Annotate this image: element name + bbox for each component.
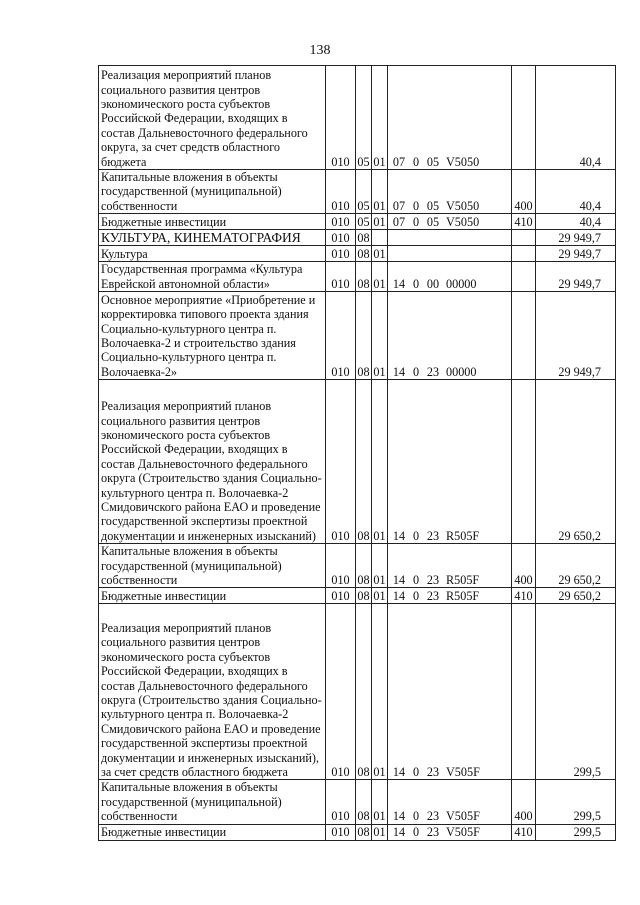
code-cs-part: 05 bbox=[426, 214, 440, 229]
budget-table-body bbox=[99, 66, 616, 841]
code-rz: 05 bbox=[357, 214, 370, 229]
row-sum: 29 650,2 bbox=[536, 544, 616, 588]
table-row bbox=[99, 824, 616, 840]
code-gl: 010 bbox=[326, 292, 356, 380]
code-cs-part: 00 bbox=[426, 276, 440, 291]
code-cs bbox=[388, 246, 512, 262]
code-cs-part: 23 bbox=[426, 809, 440, 824]
code-cs-part: 0 bbox=[412, 528, 420, 543]
code-pr: 01 bbox=[372, 66, 388, 170]
code-pr: 01 bbox=[372, 292, 388, 380]
code-pr: 01 bbox=[372, 262, 388, 292]
table-row bbox=[99, 262, 616, 292]
code-cs-part: 0 bbox=[412, 276, 420, 291]
code-cs-part: 23 bbox=[426, 765, 440, 780]
code-cs bbox=[388, 588, 512, 604]
code-cs-part: 23 bbox=[426, 528, 440, 543]
code-vr: 400 bbox=[512, 780, 536, 824]
code-rz: 08 bbox=[356, 262, 372, 292]
code-cs-part: 07 bbox=[392, 214, 406, 229]
code-cs-part: V5050 bbox=[446, 198, 480, 213]
row-sum: 29 949,7 bbox=[536, 246, 616, 262]
table-row bbox=[99, 604, 616, 780]
code-cs-part: R505F bbox=[446, 528, 480, 543]
code-gl: 010 bbox=[326, 780, 356, 824]
code-cs-part: 0 bbox=[412, 765, 420, 780]
row-sum: 29 650,2 bbox=[536, 380, 616, 544]
code-pr: 01 bbox=[373, 246, 386, 261]
code-cs-part: 23 bbox=[426, 364, 440, 379]
code-cs bbox=[388, 170, 512, 214]
row-sum: 29 949,7 bbox=[536, 230, 616, 246]
row-name: Капитальные вложения в объекты государственной (муниципальной) собственности bbox=[99, 170, 326, 214]
code-cs bbox=[388, 544, 512, 588]
code-gl: 010 bbox=[326, 66, 356, 170]
table-row bbox=[99, 246, 616, 262]
code-cs-part: 23 bbox=[426, 573, 440, 588]
row-name: КУЛЬТУРА, КИНЕМАТОГРАФИЯ bbox=[99, 230, 326, 246]
code-vr: 410 bbox=[512, 214, 536, 230]
row-sum: 29 650,2 bbox=[536, 588, 616, 604]
code-gl: 010 bbox=[326, 246, 356, 262]
code-pr: 01 bbox=[373, 825, 386, 840]
code-gl: 010 bbox=[326, 824, 356, 840]
code-pr: 01 bbox=[372, 380, 388, 544]
code-rz: 08 bbox=[356, 604, 372, 780]
code-gl: 010 bbox=[326, 214, 356, 230]
table-row bbox=[99, 230, 616, 246]
code-cs-part: 14 bbox=[392, 809, 406, 824]
code-cs bbox=[388, 824, 512, 840]
code-cs-part: 05 bbox=[426, 154, 440, 169]
row-name: Бюджетные инвестиции bbox=[99, 824, 326, 840]
code-cs-part: 14 bbox=[392, 364, 406, 379]
code-cs-part: 00000 bbox=[446, 276, 477, 291]
code-pr: 01 bbox=[373, 214, 386, 229]
code-gl: 010 bbox=[326, 230, 356, 246]
code-cs-part: 0 bbox=[412, 589, 420, 604]
code-gl: 010 bbox=[326, 170, 356, 214]
code-cs-part: 07 bbox=[392, 154, 406, 169]
code-cs bbox=[388, 66, 512, 170]
row-name: Культура bbox=[99, 246, 326, 262]
code-rz: 08 bbox=[356, 544, 372, 588]
code-cs-part: 0 bbox=[412, 364, 420, 379]
code-cs-part: 14 bbox=[392, 825, 406, 840]
code-pr: 01 bbox=[372, 604, 388, 780]
code-cs-part: 07 bbox=[392, 198, 406, 213]
code-cs bbox=[388, 292, 512, 380]
table-row bbox=[99, 780, 616, 824]
table-row bbox=[99, 380, 616, 544]
code-rz: 08 bbox=[356, 292, 372, 380]
code-cs-part: V505F bbox=[446, 825, 480, 840]
row-name: Бюджетные инвестиции bbox=[99, 588, 326, 604]
code-pr bbox=[372, 230, 388, 246]
row-name: Основное мероприятие «Приобретение и корректировка типового проекта здания Социально-культурного центра п. Волочаевка-2 и строительство здания Социально-культурного центра п. Волочаевка-2» bbox=[99, 292, 326, 380]
row-name: Реализация мероприятий планов социального развития центров экономического роста субъектов Российской Федерации, входящих в состав Дальневосточного федерального округа, за счет средств областного бюджета bbox=[99, 66, 326, 170]
page-number: 138 bbox=[309, 43, 331, 58]
code-vr: 410 bbox=[512, 588, 536, 604]
row-sum: 40,4 bbox=[536, 214, 616, 230]
row-sum: 299,5 bbox=[536, 780, 616, 824]
row-sum: 299,5 bbox=[536, 604, 616, 780]
code-cs-part: V505F bbox=[446, 809, 480, 824]
code-cs-part: V5050 bbox=[446, 154, 480, 169]
code-vr bbox=[512, 262, 536, 292]
table-row bbox=[99, 544, 616, 588]
code-rz: 05 bbox=[356, 66, 372, 170]
code-gl: 010 bbox=[326, 262, 356, 292]
code-cs-part: 23 bbox=[426, 589, 440, 604]
code-vr bbox=[512, 380, 536, 544]
code-cs-part: 05 bbox=[426, 198, 440, 213]
code-pr: 01 bbox=[372, 780, 388, 824]
table-row bbox=[99, 292, 616, 380]
code-gl: 010 bbox=[326, 604, 356, 780]
code-cs-part: 0 bbox=[412, 825, 420, 840]
code-cs bbox=[388, 780, 512, 824]
code-cs-part: 0 bbox=[412, 809, 420, 824]
code-cs bbox=[388, 214, 512, 230]
row-sum: 29 949,7 bbox=[536, 262, 616, 292]
code-cs-part: 00000 bbox=[446, 364, 477, 379]
code-gl: 010 bbox=[326, 588, 356, 604]
code-cs-part: V5050 bbox=[446, 214, 480, 229]
code-vr: 400 bbox=[512, 170, 536, 214]
code-pr: 01 bbox=[373, 589, 386, 604]
row-sum: 40,4 bbox=[536, 66, 616, 170]
code-cs bbox=[388, 380, 512, 544]
code-cs-part: R505F bbox=[446, 573, 480, 588]
code-rz: 08 bbox=[356, 780, 372, 824]
code-cs-part: 0 bbox=[412, 573, 420, 588]
code-rz: 08 bbox=[357, 230, 370, 245]
code-rz: 08 bbox=[357, 825, 370, 840]
code-rz: 05 bbox=[356, 170, 372, 214]
table-row bbox=[99, 66, 616, 170]
code-cs-part: 14 bbox=[392, 276, 406, 291]
code-cs-part: V505F bbox=[446, 765, 480, 780]
code-rz: 08 bbox=[357, 589, 370, 604]
code-pr: 01 bbox=[372, 544, 388, 588]
code-cs-part: 0 bbox=[412, 198, 420, 213]
code-cs-part: 0 bbox=[412, 154, 420, 169]
code-cs-part: 14 bbox=[392, 528, 406, 543]
code-vr: 410 bbox=[512, 824, 536, 840]
code-cs-part: 14 bbox=[392, 589, 406, 604]
code-cs bbox=[388, 604, 512, 780]
code-rz: 08 bbox=[356, 380, 372, 544]
code-vr bbox=[512, 246, 536, 262]
table-row bbox=[99, 588, 616, 604]
code-cs-part: R505F bbox=[446, 589, 480, 604]
code-cs-part: 23 bbox=[426, 825, 440, 840]
row-sum: 29 949,7 bbox=[536, 292, 616, 380]
table-row bbox=[99, 214, 616, 230]
row-name: Бюджетные инвестиции bbox=[99, 214, 326, 230]
code-vr bbox=[512, 230, 536, 246]
code-rz: 08 bbox=[357, 246, 370, 261]
code-cs bbox=[388, 230, 512, 246]
row-name: Капитальные вложения в объекты государственной (муниципальной) собственности bbox=[99, 544, 326, 588]
table-row bbox=[99, 170, 616, 214]
code-vr bbox=[512, 66, 536, 170]
code-cs bbox=[388, 262, 512, 292]
code-gl: 010 bbox=[326, 544, 356, 588]
code-pr: 01 bbox=[372, 170, 388, 214]
row-name: Реализация мероприятий планов социального развития центров экономического роста субъектов Российской Федерации, входящих в состав Дальневосточного федерального округа (Строительство здания Социально-культурного центра п. Волочаевка-2 Смидовичского района ЕАО и проведение государственной экспертизы проектной документации и инженерных изысканий) bbox=[99, 380, 326, 544]
code-vr bbox=[512, 292, 536, 380]
code-cs-part: 0 bbox=[412, 214, 420, 229]
row-sum: 40,4 bbox=[536, 170, 616, 214]
code-vr bbox=[512, 604, 536, 780]
row-name: Государственная программа «Культура Еврейской автономной области» bbox=[99, 262, 326, 292]
row-name: Капитальные вложения в объекты государственной (муниципальной) собственности bbox=[99, 780, 326, 824]
code-vr: 400 bbox=[512, 544, 536, 588]
row-name: Реализация мероприятий планов социального развития центров экономического роста субъектов Российской Федерации, входящих в состав Дальневосточного федерального округа (Строительство здания Социально-культурного центра п. Волочаевка-2 Смидовичского района ЕАО и проведение государственной экспертизы проектной документации и инженерных изысканий), за счет средств областного бюджета bbox=[99, 604, 326, 780]
code-cs-part: 14 bbox=[392, 765, 406, 780]
code-cs-part: 14 bbox=[392, 573, 406, 588]
code-gl: 010 bbox=[326, 380, 356, 544]
budget-table bbox=[98, 65, 616, 841]
row-sum: 299,5 bbox=[536, 824, 616, 840]
